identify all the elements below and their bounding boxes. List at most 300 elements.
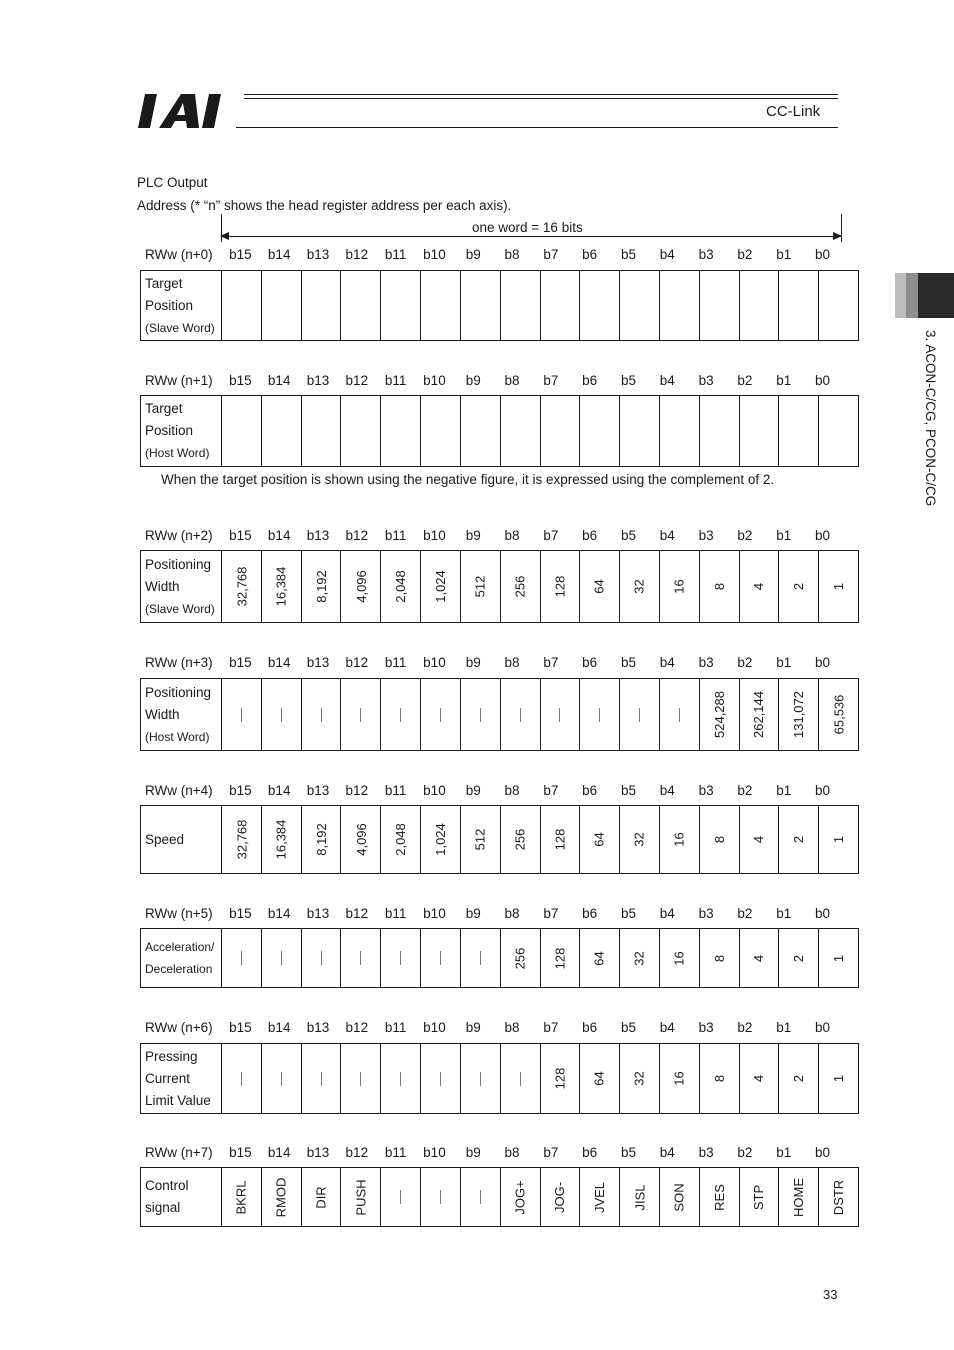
bit-label: b11: [384, 247, 407, 262]
bit-cell: [341, 806, 381, 874]
bit-cell: [261, 551, 301, 623]
bit-value: 64: [592, 950, 608, 966]
bit-label: b6: [582, 247, 598, 262]
bit-value-wrap: [620, 1071, 659, 1086]
bit-label: b7: [543, 1145, 559, 1160]
page-number: 33: [823, 1287, 838, 1302]
bit-value-wrap: [819, 1071, 858, 1086]
bit-label: b12: [345, 655, 369, 670]
bit-cell: [460, 1168, 500, 1227]
bit-label: b8: [504, 247, 520, 262]
bit-cell: [620, 679, 660, 751]
bit-value-wrap: [819, 832, 858, 847]
plc-output-heading: PLC Output: [137, 175, 208, 190]
bit-label: b0: [815, 373, 831, 388]
bit-value: 2: [791, 582, 807, 591]
bit-cell: [500, 679, 540, 751]
register-name: RWw (n+7): [145, 1145, 213, 1160]
bit-label: b15: [229, 906, 252, 921]
unused-bit-mark: [480, 951, 481, 965]
bit-cell: [739, 1168, 779, 1227]
bit-cell: [659, 806, 699, 874]
bit-value: 2,048: [393, 823, 409, 856]
register-label-line: Target: [145, 275, 183, 291]
table-row: [141, 1044, 859, 1114]
bit-cell: [819, 1044, 859, 1114]
bit-cell: [500, 396, 540, 467]
unused-bit-mark: [440, 1072, 441, 1086]
bit-value-wrap: [421, 570, 460, 603]
bit-value-wrap: [381, 823, 420, 856]
bit-cell: [620, 806, 660, 874]
bit-value-wrap: [302, 1185, 341, 1209]
bit-cell: [580, 271, 620, 341]
bit-cell: [500, 1044, 540, 1114]
bit-cell: [222, 396, 262, 467]
table-row: [141, 1168, 859, 1227]
bit-label: b0: [815, 528, 831, 543]
bit-value: 8: [711, 1074, 727, 1083]
bit-value: 64: [592, 832, 608, 847]
bit-value: STP: [751, 1184, 767, 1210]
bit-label: b2: [737, 528, 753, 543]
bit-label: b7: [543, 373, 559, 388]
bit-label: b3: [698, 247, 714, 262]
bit-label: b1: [776, 373, 792, 388]
bit-value: 512: [472, 828, 488, 851]
bit-value: 8: [711, 835, 727, 844]
bit-value-wrap: [381, 570, 420, 603]
bit-label: b5: [620, 783, 637, 798]
register-word-type: (Host Word): [145, 729, 210, 744]
bit-value-wrap: [620, 951, 659, 966]
bit-value-wrap: [819, 694, 858, 735]
bit-value: DIR: [313, 1185, 329, 1209]
bit-label: b7: [543, 655, 559, 670]
bit-label: b7: [543, 1020, 559, 1035]
header-rule: [236, 127, 838, 128]
address-note: Address (* “n” shows the head register address per each axis).: [137, 198, 512, 213]
bit-label: b14: [267, 528, 291, 543]
bit-cell: [261, 806, 301, 874]
bit-value: JOG+: [512, 1179, 528, 1215]
bit-label: b9: [465, 783, 481, 798]
register-label-line: Deceleration: [145, 962, 213, 976]
bit-cell: [540, 551, 580, 623]
bit-cell: [381, 551, 421, 623]
register-label: [141, 679, 222, 751]
bit-cell: [819, 1168, 859, 1227]
bit-label: b10: [423, 1020, 446, 1035]
bit-cell: [659, 551, 699, 623]
bit-value-wrap: [700, 1071, 739, 1086]
unused-bit-mark: [440, 1190, 441, 1204]
bit-cell: [381, 806, 421, 874]
bit-cell: [540, 271, 580, 341]
chapter-side-label: 3. ACON-C/CG, PCON-C/CG: [923, 330, 938, 507]
bit-cell: [659, 271, 699, 341]
bit-cell: [222, 679, 262, 751]
unused-bit-mark: [360, 708, 361, 722]
bit-value: 2,048: [393, 570, 409, 603]
bit-cell: [779, 396, 819, 467]
register-label: [141, 551, 222, 623]
unused-bit-mark: [400, 951, 401, 965]
unused-bit-mark: [559, 708, 560, 722]
bit-label: b13: [306, 247, 330, 262]
unused-bit-mark: [241, 708, 242, 722]
bit-cell: [381, 929, 421, 988]
register-table: [140, 550, 859, 623]
bit-cell: [421, 396, 461, 467]
bit-label: b2: [737, 1145, 753, 1160]
register-label-line: Acceleration/: [145, 940, 215, 954]
bit-value: 16,384: [273, 819, 289, 860]
bit-cell: [261, 271, 301, 341]
bit-cell: [620, 929, 660, 988]
bit-label: b4: [659, 247, 675, 262]
bit-label: b10: [423, 373, 446, 388]
bit-label: b14: [267, 247, 291, 262]
register-name: RWw (n+2): [145, 528, 213, 543]
bit-label: b7: [543, 783, 559, 798]
register-label: [141, 271, 222, 341]
bit-value: 1: [831, 1074, 847, 1083]
bit-cell: [341, 1168, 381, 1227]
bit-label: b12: [345, 528, 369, 543]
bit-cell: [421, 679, 461, 751]
bit-cell: [341, 929, 381, 988]
bit-value-wrap: [222, 1180, 261, 1214]
bit-value: 64: [592, 1071, 608, 1086]
register-table: [140, 270, 859, 341]
bit-cell: [580, 929, 620, 988]
bit-cell: [341, 396, 381, 467]
bit-label: b14: [267, 1145, 291, 1160]
bit-value: 256: [512, 575, 528, 598]
bit-cell: [739, 1044, 779, 1114]
bit-value-wrap: [302, 823, 341, 856]
unused-bit-mark: [360, 1072, 361, 1086]
bit-value: 16: [671, 579, 687, 594]
word-size-label: one word = 16 bits: [472, 220, 583, 235]
bit-cell: [500, 929, 540, 988]
bit-label: b6: [582, 1020, 598, 1035]
bit-value-wrap: [660, 1182, 699, 1212]
register-header: [140, 655, 842, 673]
bit-value-wrap: [819, 951, 858, 966]
side-tab-accent: [895, 273, 906, 318]
bit-label: b15: [229, 655, 252, 670]
bit-value: 4: [751, 954, 767, 962]
bit-value: 4,096: [353, 823, 369, 856]
bit-value-wrap: [740, 691, 779, 738]
bit-cell: [421, 1168, 461, 1227]
bit-cell: [540, 1044, 580, 1114]
bit-value-wrap: [700, 1183, 739, 1211]
table-row: [141, 396, 859, 467]
bit-label: b5: [620, 655, 637, 670]
bit-value: 16: [671, 950, 687, 966]
bit-label: b1: [776, 528, 792, 543]
bit-label: b3: [698, 906, 714, 921]
table-row: [141, 551, 859, 623]
bit-value: 32,768: [233, 566, 249, 607]
bit-value-wrap: [461, 575, 500, 598]
bit-value-wrap: [541, 1181, 580, 1213]
bit-label: b4: [659, 1145, 675, 1160]
bit-value-wrap: [700, 951, 739, 966]
bit-label: b2: [737, 1020, 753, 1035]
section-title: CC-Link: [766, 103, 821, 120]
bit-value: 32: [632, 1071, 648, 1086]
bit-cell: [341, 551, 381, 623]
bit-value-wrap: [501, 828, 540, 851]
bit-label: b10: [423, 528, 446, 543]
bit-cell: [421, 929, 461, 988]
bit-label: b6: [582, 373, 598, 388]
unused-bit-mark: [241, 1072, 242, 1086]
register-name: RWw (n+0): [145, 247, 213, 262]
register-label: [141, 929, 222, 988]
bit-value-wrap: [580, 1181, 619, 1213]
bit-value-wrap: [341, 570, 380, 603]
register-name: RWw (n+1): [145, 373, 213, 388]
bit-cell: [301, 929, 341, 988]
bit-cell: [341, 1044, 381, 1114]
bit-cell: [341, 679, 381, 751]
bit-label: b12: [345, 1145, 369, 1160]
bit-label: b13: [306, 906, 330, 921]
register-word-type: (Slave Word): [145, 320, 215, 335]
unused-bit-mark: [480, 708, 481, 722]
register-label-line: Position: [145, 423, 194, 438]
register-header: [140, 373, 842, 391]
bit-value: 32,768: [233, 819, 249, 860]
bit-value-wrap: [779, 579, 818, 594]
bit-cell: [460, 396, 500, 467]
bit-value: 262,144: [751, 691, 767, 738]
complement-note: When the target position is shown using the negative figure, it is expressed using the complement of 2.: [161, 472, 775, 487]
bit-cell: [421, 806, 461, 874]
bit-label: b5: [620, 906, 637, 921]
bit-value-wrap: [222, 819, 261, 860]
bit-value-wrap: [660, 579, 699, 594]
bit-cell: [421, 551, 461, 623]
bit-label: b1: [776, 1020, 792, 1035]
bit-cell: [819, 679, 859, 751]
side-tab-marker: [918, 273, 954, 318]
bit-label: b4: [659, 1020, 675, 1035]
bit-value-wrap: [341, 823, 380, 856]
bit-label: b8: [504, 655, 520, 670]
bit-cell: [301, 396, 341, 467]
bit-cell: [699, 271, 739, 341]
bit-cell: [222, 929, 262, 988]
bit-label: b1: [776, 247, 792, 262]
bit-value: BKRL: [233, 1180, 249, 1214]
bit-value-wrap: [541, 828, 580, 851]
bit-value: 256: [512, 947, 528, 969]
bit-value-wrap: [580, 832, 619, 847]
bit-value: 8,192: [313, 823, 329, 856]
bit-value: 128: [552, 828, 568, 851]
bit-label: b3: [698, 373, 714, 388]
bit-value-wrap: [262, 566, 301, 607]
bit-label: b5: [620, 1145, 637, 1160]
bit-cell: [540, 679, 580, 751]
register-table: [140, 1167, 859, 1227]
bit-label: b6: [582, 655, 598, 670]
bit-cell: [580, 1044, 620, 1114]
bit-value-wrap: [541, 1067, 580, 1090]
bit-label: b14: [267, 783, 291, 798]
bit-label: b12: [345, 906, 369, 921]
bit-value-wrap: [740, 579, 779, 594]
register-label: [141, 806, 222, 874]
bit-value: DSTR: [831, 1179, 847, 1215]
register-table: [140, 1043, 859, 1114]
bit-value: 131,072: [791, 691, 807, 738]
bit-cell: [540, 929, 580, 988]
bit-value: 4: [751, 582, 767, 591]
bit-label: b9: [465, 528, 481, 543]
bit-cell: [381, 1168, 421, 1227]
bit-label: b2: [737, 783, 753, 798]
bit-label: b12: [345, 783, 369, 798]
register-label-line: signal: [145, 1200, 181, 1215]
register-word-type: (Host Word): [145, 446, 210, 460]
register-table: [140, 678, 859, 751]
bit-value-wrap: [819, 579, 858, 594]
register-label: [141, 1044, 222, 1114]
bit-cell: [819, 806, 859, 874]
bit-cell: [421, 271, 461, 341]
bit-value-wrap: [262, 1177, 301, 1217]
bit-label: b9: [465, 1020, 481, 1035]
bit-value: 4: [751, 835, 767, 844]
bit-value: 1: [831, 582, 847, 591]
bit-cell: [659, 679, 699, 751]
bit-value-wrap: [620, 1183, 659, 1211]
bit-label: b1: [776, 783, 792, 798]
unused-bit-mark: [321, 708, 322, 722]
bit-cell: [580, 806, 620, 874]
bit-cell: [222, 551, 262, 623]
bit-label: b7: [543, 528, 559, 543]
bit-label: b4: [659, 906, 675, 921]
unused-bit-mark: [679, 708, 680, 722]
bit-value: 1,024: [432, 823, 448, 856]
bit-cell: [421, 1044, 461, 1114]
bit-label: b11: [384, 655, 407, 670]
bit-cell: [222, 271, 262, 341]
bit-cell: [301, 1168, 341, 1227]
bit-value-wrap: [660, 1071, 699, 1086]
bit-label: b4: [659, 373, 675, 388]
bit-cell: [460, 929, 500, 988]
bit-value-wrap: [620, 832, 659, 847]
bit-value: 32: [632, 579, 648, 594]
register-table: [140, 805, 859, 874]
bit-cell: [341, 271, 381, 341]
bit-value-wrap: [779, 832, 818, 847]
bit-value-wrap: [700, 579, 739, 594]
bit-cell: [261, 1168, 301, 1227]
bit-label: b15: [229, 783, 252, 798]
bit-label: b4: [659, 783, 675, 798]
bit-value-wrap: [779, 1071, 818, 1086]
register-name: RWw (n+5): [145, 906, 213, 921]
bit-value-wrap: [501, 1179, 540, 1215]
bit-label: b8: [504, 1020, 520, 1035]
bit-cell: [620, 1168, 660, 1227]
bit-value: 4,096: [353, 570, 369, 603]
bit-label: b9: [465, 247, 481, 262]
bit-label: b8: [504, 783, 520, 798]
unused-bit-mark: [281, 1072, 282, 1086]
bit-value: JISL: [632, 1183, 648, 1211]
register-label: [141, 396, 222, 467]
bit-value: 32: [632, 950, 648, 966]
register-header: [140, 783, 842, 801]
bit-value: 524,288: [711, 691, 727, 738]
bit-label: b11: [384, 906, 407, 921]
unused-bit-mark: [480, 1190, 481, 1204]
bit-cell: [699, 1044, 739, 1114]
bit-label: b3: [698, 1145, 714, 1160]
bit-value: 512: [472, 575, 488, 598]
bit-value-wrap: [660, 832, 699, 847]
unused-bit-mark: [400, 708, 401, 722]
bit-value: 32: [632, 832, 648, 847]
bit-label: b5: [620, 247, 637, 262]
bit-label: b3: [698, 783, 714, 798]
bit-label: b0: [815, 783, 831, 798]
unused-bit-mark: [599, 708, 600, 722]
bit-cell: [659, 929, 699, 988]
bit-cell: [699, 1168, 739, 1227]
bit-value: SON: [671, 1182, 687, 1212]
register-label-line: Limit Value: [145, 1092, 211, 1108]
bit-cell: [659, 1044, 699, 1114]
register-word-type: (Slave Word): [145, 601, 215, 616]
bit-value: 8: [711, 582, 727, 591]
bit-value-wrap: [740, 1071, 779, 1086]
bit-value: 16,384: [273, 566, 289, 607]
table-row: [141, 929, 859, 988]
unused-bit-mark: [440, 951, 441, 965]
bit-label: b4: [659, 655, 675, 670]
bit-value-wrap: [700, 832, 739, 847]
bit-value-wrap: [222, 566, 261, 607]
header-rule: [244, 94, 838, 95]
register-label-line: Speed: [145, 831, 185, 847]
bit-label: b7: [543, 906, 559, 921]
bit-cell: [500, 1168, 540, 1227]
bit-cell: [779, 1168, 819, 1227]
bit-value: 128: [552, 1067, 568, 1090]
bit-cell: [301, 551, 341, 623]
unused-bit-mark: [241, 951, 242, 965]
bit-cell: [620, 396, 660, 467]
bit-label: b6: [582, 906, 598, 921]
bit-value-wrap: [541, 575, 580, 598]
bit-cell: [659, 396, 699, 467]
register-label-line: Width: [145, 578, 180, 594]
bit-cell: [739, 551, 779, 623]
bit-label: b1: [776, 906, 792, 921]
